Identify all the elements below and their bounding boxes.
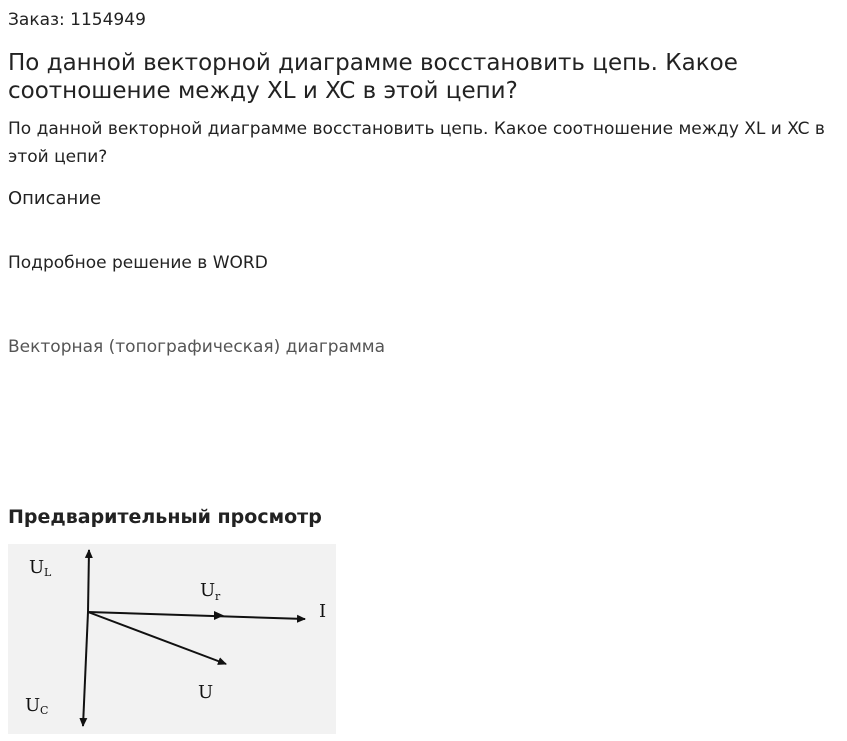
preview-image [8, 544, 336, 734]
u-vector [88, 612, 226, 664]
ur-label-sub: r [215, 590, 221, 603]
i-vector [88, 612, 305, 619]
uc-vector [83, 612, 88, 726]
ul-label-sub: L [44, 566, 52, 579]
uc-label-sub: C [40, 704, 49, 717]
description-heading: Описание [8, 188, 102, 209]
u-label: U [198, 682, 214, 703]
ur-arrowhead [214, 611, 224, 620]
ur-label: U [200, 580, 216, 601]
question-text: По данной векторной диаграмме восстановить цепь. Какое соотношение между XL и XC в этой цепи? [8, 119, 825, 167]
solution-text: Подробное решение в WORD [8, 253, 268, 273]
page-title: По данной векторной диаграмме восстановить цепь. Какое соотношение между XL и XC в этой цепи? [8, 50, 738, 104]
ul-vector [88, 550, 89, 612]
order-number: Заказ: 1154949 [8, 10, 146, 30]
i-label: I [319, 601, 327, 622]
vector-diagram [8, 544, 336, 734]
ul-label: U [29, 557, 45, 578]
preview-heading: Предварительный просмотр [8, 506, 322, 528]
uc-label: U [25, 695, 41, 716]
diagram-caption: Векторная (топографическая) диаграмма [8, 337, 386, 357]
